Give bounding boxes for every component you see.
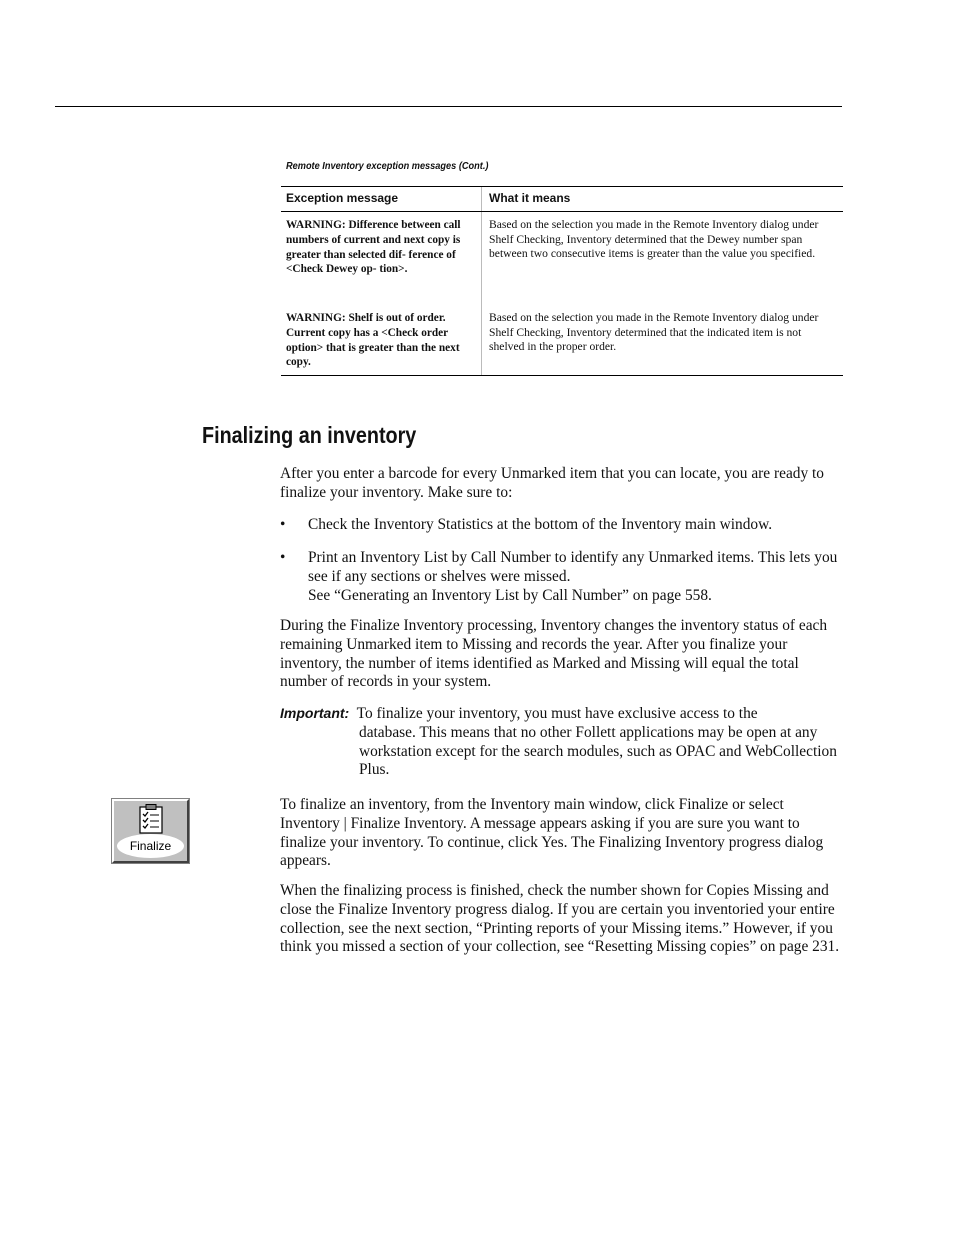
table-row bbox=[281, 305, 843, 375]
exception-meaning: Based on the selection you made in the Remote Inventory dialog under Shelf Checking, Inventory determined that the indicated item is not shelved in the proper order. bbox=[489, 311, 819, 354]
exception-message: WARNING: Difference between call numbers of current and next copy is greater than selected dif- ference of <Check Dewey op- tion>. bbox=[286, 219, 461, 276]
column-header-meaning: What it means bbox=[489, 191, 571, 205]
intro-paragraph: After you enter a barcode for every Unmarked item that you can locate, you are ready to finalize your inventory. Make sure to: bbox=[280, 465, 824, 501]
finalize-button-label: Finalize bbox=[129, 839, 172, 853]
exception-table bbox=[281, 186, 843, 376]
important-text-rest: database. This means that no other Follett applications may be open at any workstation except for the search modules, such as OPAC and WebCollection Plus. bbox=[359, 723, 837, 779]
finalize-paragraph: To finalize an inventory, from the Inventory main window, click Finalize or select Inventory | Finalize Inventory. A message appears asking if you are sure you want to finalize your inventory. To continue, click Yes. The Finalizing Inventory progress dialog appears. bbox=[280, 796, 824, 870]
list-item-text: Print an Inventory List by Call Number to identify any Unmarked items. This lets you see if any sections or shelves were missed. bbox=[308, 549, 838, 585]
finished-paragraph: When the finalizing process is finished, check the number shown for Copies Missing and close the Finalize Inventory progress dialog. If you are certain you inventoried your entire collection, see the next section, “Printing reports of your Missing items.” However, if you think you missed a section of your collection, see “Resetting Missing copies” on page 231. bbox=[280, 882, 840, 956]
table-header-row bbox=[281, 187, 843, 212]
header-rule bbox=[55, 106, 842, 107]
exception-message: WARNING: Shelf is out of order. Current copy has a <Check order option> that is greater than the next copy. bbox=[286, 312, 460, 369]
clipboard-checklist-icon bbox=[138, 804, 164, 834]
cross-reference: See “Generating an Inventory List by Call Number” on page 558. bbox=[308, 586, 712, 604]
table-caption: Remote Inventory exception messages (Cont.) bbox=[286, 161, 489, 172]
important-text-first: To finalize your inventory, you must have exclusive access to the bbox=[356, 705, 758, 722]
section-title: Finalizing an inventory bbox=[202, 422, 417, 448]
list-item-text: Check the Inventory Statistics at the bottom of the Inventory main window. bbox=[308, 516, 773, 533]
table-row bbox=[281, 212, 843, 305]
processing-paragraph: During the Finalize Inventory processing, Inventory changes the inventory status of each remaining Unmarked item to Missing and records the year. After you finalize your inventory, the number of items identified as Marked and Missing will equal the total number of records in your system. bbox=[280, 617, 828, 691]
list-item bbox=[280, 516, 845, 535]
exception-meaning: Based on the selection you made in the Remote Inventory dialog under Shelf Checking, Inventory determined that the Dewey number span between two consecutive items is greater than the value you specified. bbox=[489, 218, 819, 261]
list-item bbox=[280, 549, 845, 605]
bullet-icon: • bbox=[280, 549, 286, 566]
finalize-button[interactable] bbox=[112, 799, 189, 863]
important-note bbox=[280, 704, 845, 780]
important-label: Important: bbox=[280, 705, 350, 721]
bullet-icon: • bbox=[280, 516, 286, 533]
column-header-exception: Exception message bbox=[281, 187, 482, 211]
